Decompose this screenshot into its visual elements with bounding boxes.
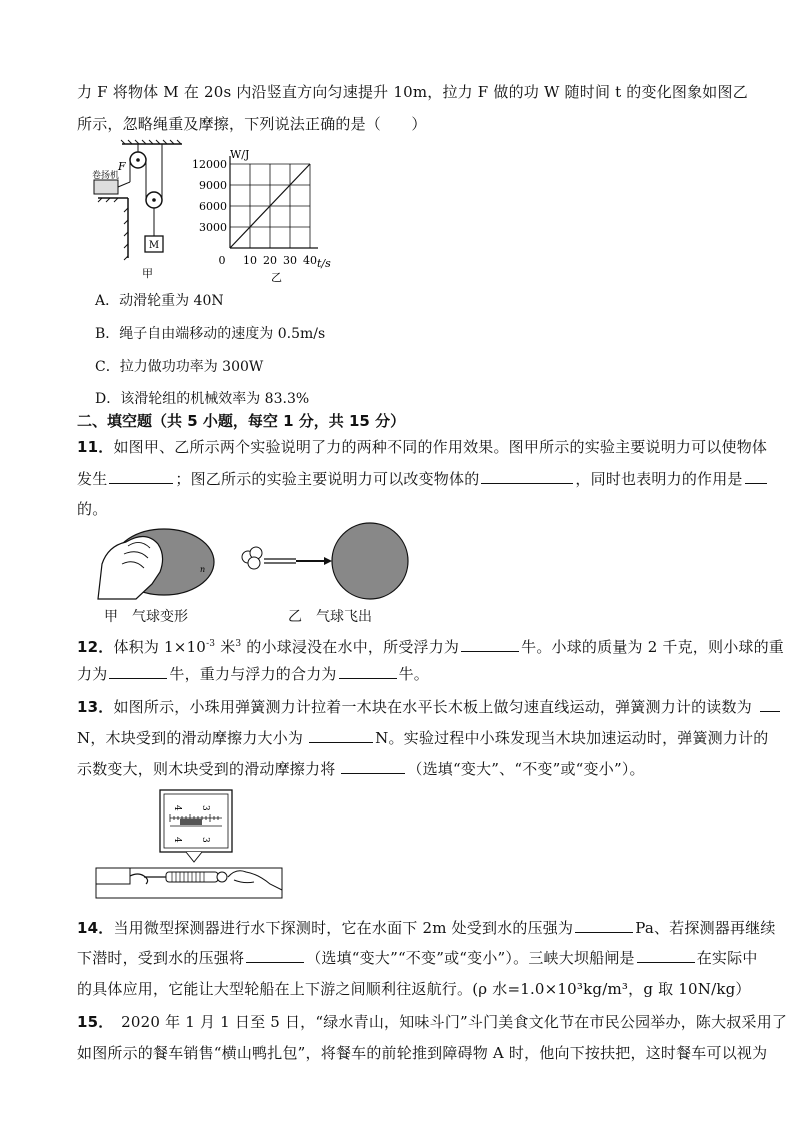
chart-x-tick-label: 10 <box>243 254 257 267</box>
q14-line3: 的具体应用，它能让大型轮船在上下游之间顺利往返航行。(ρ 水=1.0×10³kg/m³，g 取 10N/kg） <box>77 980 751 998</box>
q11-blank-3[interactable] <box>745 469 767 484</box>
q11-line2: 发生 ；图乙所示的实验主要说明力可以改变物体的 ，同时也表明力的作用是 <box>77 469 769 489</box>
q12-line2: 力为 牛，重力与浮力的合力为 牛。 <box>77 665 430 683</box>
force-label: F <box>118 160 126 173</box>
q12-number: 12． <box>77 638 114 656</box>
q13-line2: N，木块受到的滑动摩擦力大小为 N。实验过程中小珠发现当木块加速运动时，弹簧测力计的 <box>77 729 769 747</box>
q12-blank-2[interactable] <box>109 664 167 679</box>
pulley-figure <box>92 140 187 280</box>
chart-x-tick-label: 30 <box>283 254 297 267</box>
q11-blank-2[interactable] <box>481 469 573 484</box>
chart-x-tick-label: 20 <box>263 254 277 267</box>
q11-blank-1[interactable] <box>109 469 173 484</box>
q12-blank-3[interactable] <box>339 664 397 679</box>
chart-caption: 乙 <box>271 271 282 284</box>
q11-number: 11． <box>77 438 114 456</box>
wt-chart <box>192 144 346 284</box>
q11-caption-yi: 乙 气球飞出 <box>288 609 372 625</box>
q14-line1: 14．当用微型探测器进行水下探测时，它在水面下 2m 处受到水的压强为 Pa、若探测器再继续 <box>77 919 776 937</box>
winch <box>94 180 118 194</box>
chart-ylabel: W/J <box>230 148 250 161</box>
q13-blank-1[interactable] <box>760 697 780 712</box>
scale-label-3: 4 <box>172 837 182 843</box>
q10-option-c: C．拉力做功功率为 300W <box>95 359 264 375</box>
q13-blank-3[interactable] <box>341 759 405 774</box>
q14-blank-2[interactable] <box>246 948 304 963</box>
chart-y-tick-label: 12000 <box>192 158 227 171</box>
spring-scale-figure <box>94 788 284 900</box>
q12-blank-1[interactable] <box>461 637 519 652</box>
winch-label: 卷扬机 <box>92 171 120 181</box>
balloon-deform-figure <box>96 524 221 602</box>
q12-line1: 12．体积为 $1\times 10^{-3}$ 米$^3$ 的小球浸没在水中，所受浮力为 牛。小球的质量为 2 千克，则小球的重 <box>77 638 785 656</box>
scale-label-2: 3 <box>200 805 210 811</box>
q14-blank-1[interactable] <box>575 918 633 933</box>
chart-ticks <box>192 158 317 267</box>
q13-blank-2[interactable] <box>309 728 373 743</box>
q14-number: 14． <box>77 919 114 937</box>
q15-number: 15． <box>77 1013 106 1031</box>
scale-label-1: 4 <box>172 805 182 811</box>
q10-line2: 所示，忽略绳重及摩擦，下列说法正确的是（ ） <box>77 115 427 133</box>
q15-line2: 如图所示的餐车销售“横山鸭扎包”，将餐车的前轮推到障碍物 A 时，他向下按扶把，这时餐车可以视为 <box>77 1044 768 1062</box>
q13-number: 13． <box>77 698 114 716</box>
fig-jia-caption: 甲 <box>142 267 153 280</box>
chart-y-tick-label: 6000 <box>199 200 227 213</box>
q10-line1: 力 F 将物体 M 在 20s 内沿竖直方向匀速提升 10m，拉力 F 做的功 W 随时间 t 的变化图象如图乙 <box>77 83 748 101</box>
chart-x-tick-label: 0 <box>218 254 226 267</box>
chart-xlabel: t/s <box>317 257 331 270</box>
scale-label-4: 3 <box>200 837 210 843</box>
q14-blank-3[interactable] <box>637 948 695 963</box>
q15-line1: 15． 2020 年 1 月 1 日至 5 日，“绿水青山，知味斗门”斗门美食文化节在市民公园举办，陈大叔采用了 <box>77 1013 788 1031</box>
q11-caption-jia: 甲 气球变形 <box>104 609 188 625</box>
q13-line3: 示数变大，则木块受到的滑动摩擦力将 （选填“变大”、“不变”或“变小”）。 <box>77 760 645 778</box>
q13-line1: 13．如图所示，小珠用弹簧测力计拉着一木块在水平长木板上做匀速直线运动，弹簧测力计的读数为 <box>77 697 782 717</box>
q10-option-d: D．该滑轮组的机械效率为 83.3% <box>95 391 310 407</box>
q14-line2: 下潜时，受到水的压强将 （选填“变大”“不变”或“变小”）。三峡大坝船闸是 在实际中 <box>77 949 758 967</box>
mass-label: M <box>148 240 160 251</box>
chart-y-tick-label: 3000 <box>199 221 227 234</box>
balloon-fly-figure <box>236 527 416 605</box>
q10-option-a: A．动滑轮重为 40N <box>95 293 224 309</box>
svg-text:n: n <box>200 565 206 574</box>
q11-line3: 的。 <box>77 500 108 518</box>
section-title: 二、填空题（共 5 小题，每空 1 分，共 15 分） <box>77 412 406 430</box>
chart-y-tick-label: 9000 <box>199 179 227 192</box>
q11-line1: 11．如图甲、乙所示两个实验说明了力的两种不同的作用效果。图甲所示的实验主要说明力可以使物体 <box>77 438 768 456</box>
chart-x-tick-label: 40 <box>303 254 317 267</box>
q10-option-b: B．绳子自由端移动的速度为 0.5m/s <box>95 326 326 342</box>
